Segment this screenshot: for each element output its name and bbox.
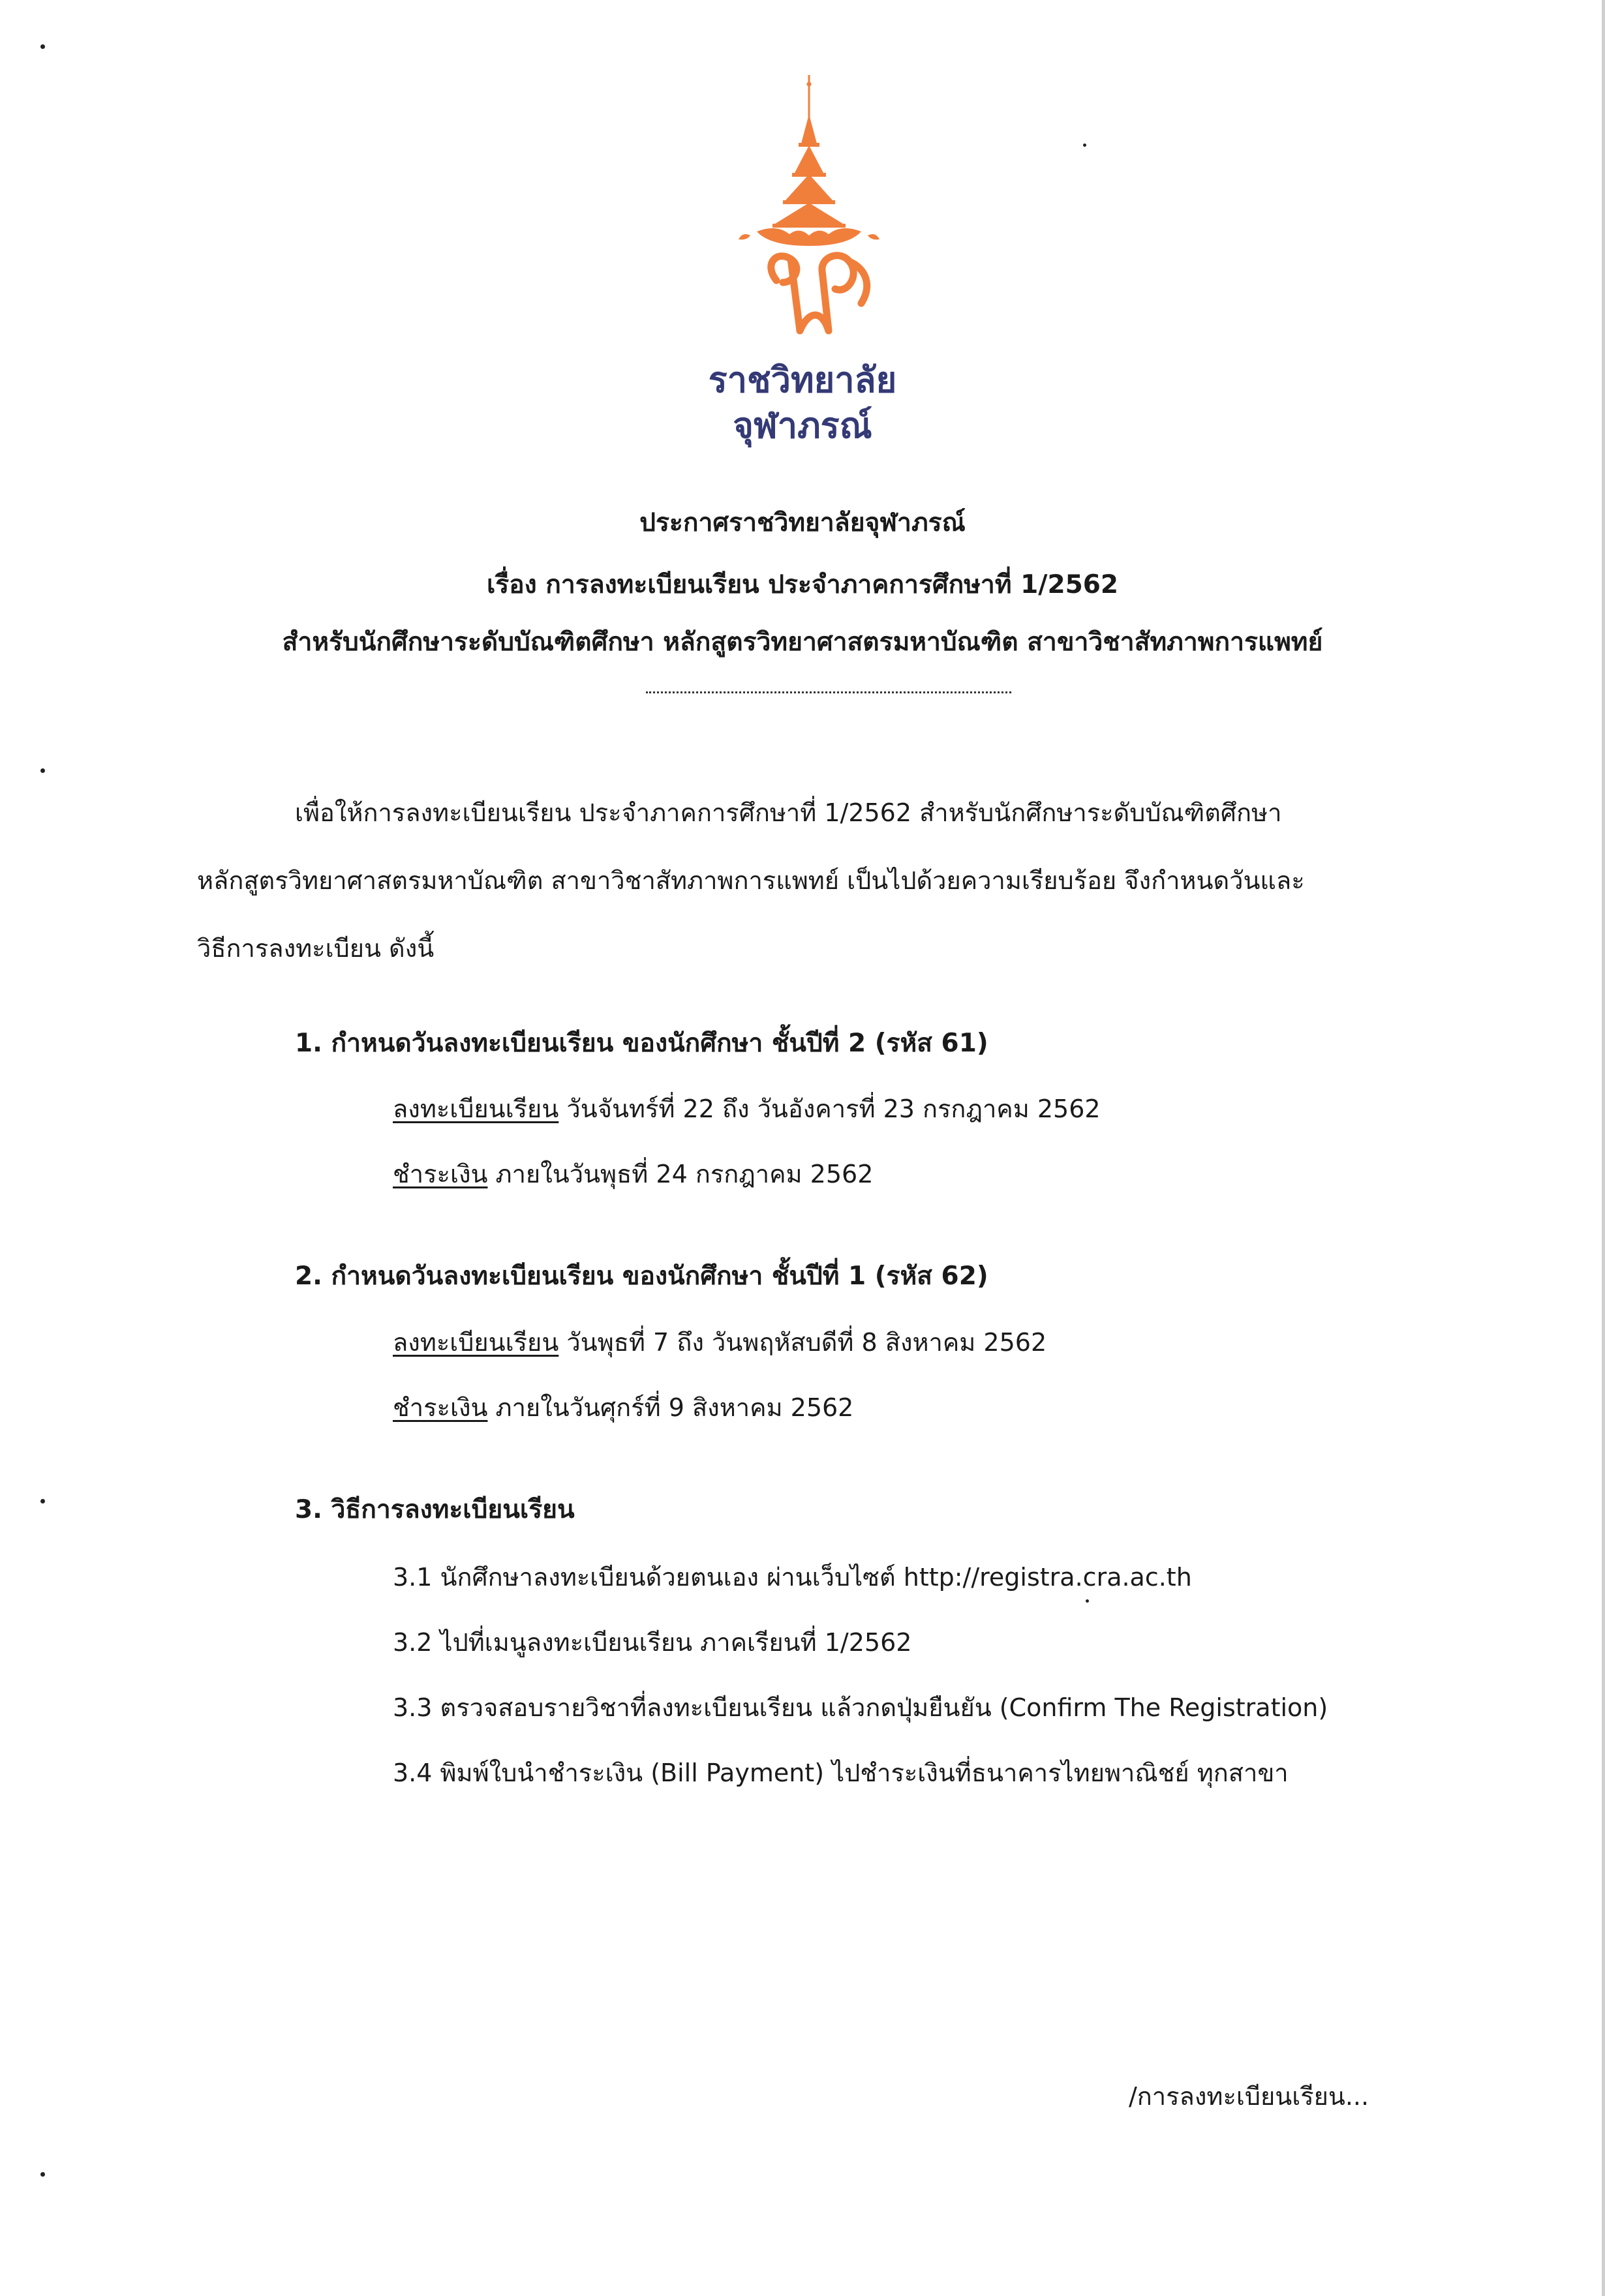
announcement-audience: สำหรับนักศึกษาระดับบัณฑิตศึกษา หลักสูตรวิทยาศาสตรมหาบัณฑิต สาขาวิชาสัทภาพการแพทย์ — [282, 627, 1323, 657]
announcement-subject: เรื่อง การลงทะเบียนเรียน ประจำภาคการศึกษาที่ 1/2562 — [486, 570, 1119, 599]
method-step: 3.4 พิมพ์ใบนำชำระเงิน (Bill Payment) ไปชำระเงินที่ธนาคารไทยพาณิชย์ ทุกสาขา — [393, 1759, 1289, 1787]
registration-date — [393, 1327, 1047, 1358]
chulabhorn-royal-emblem-icon — [737, 75, 881, 342]
payment-text: ภายในวันศุกร์ที่ 9 สิงหาคม 2562 — [487, 1393, 854, 1422]
method-step: 3.2 ไปที่เมนูลงทะเบียนเรียน ภาคเรียนที่ 1/2562 — [393, 1628, 912, 1657]
payment-label: ชำระเงิน — [393, 1160, 488, 1188]
section-title: 2. กำหนดวันลงทะเบียนเรียน ของนักศึกษา ชั้นปีที่ 1 (รหัส 62) — [295, 1261, 988, 1291]
method-step: 3.1 นักศึกษาลงทะเบียนด้วยตนเอง ผ่านเว็บไซต์ http://registra.cra.ac.th — [393, 1563, 1192, 1592]
registration-text: วันจันทร์ที่ 22 ถึง วันอังคารที่ 23 กรกฎาคม 2562 — [558, 1095, 1101, 1123]
crown-icon — [739, 75, 879, 246]
registration-date — [393, 1093, 1101, 1125]
registration-label: ลงทะเบียนเรียน — [393, 1328, 559, 1357]
university-name-line1: ราชวิทยาลัย — [708, 359, 897, 400]
payment-text: ภายในวันพุธที่ 24 กรกฎาคม 2562 — [487, 1160, 874, 1188]
royal-monogram-icon — [771, 256, 867, 331]
university-name-line2: จุฬาภรณ์ — [733, 405, 872, 446]
scan-dot — [1083, 144, 1086, 147]
section-title: 1. กำหนดวันลงทะเบียนเรียน ของนักศึกษา ชั้นปีที่ 2 (รหัส 61) — [295, 1029, 988, 1058]
payment-date — [393, 1392, 853, 1423]
method-step: 3.3 ตรวจสอบรายวิชาที่ลงทะเบียนเรียน แล้วกดปุ่มยืนยัน (Confirm The Registration) — [393, 1693, 1328, 1722]
intro-line: หลักสูตรวิทยาศาสตรมหาบัณฑิต สาขาวิชาสัทภาพการแพทย์ เป็นไปด้วยความเรียบร้อย จึงกำหนดวันและ — [197, 866, 1305, 895]
scan-dot — [40, 1499, 45, 1503]
announcement-title: ประกาศราชวิทยาลัยจุฬาภรณ์ — [639, 508, 966, 537]
intro-line: วิธีการลงทะเบียน ดังนี้ — [197, 934, 435, 963]
registration-label: ลงทะเบียนเรียน — [393, 1095, 559, 1123]
scan-dot — [1086, 1599, 1089, 1603]
scan-dot — [40, 44, 45, 49]
section-title: 3. วิธีการลงทะเบียนเรียน — [295, 1495, 575, 1524]
registration-text: วันพุธที่ 7 ถึง วันพฤหัสบดีที่ 8 สิงหาคม 2562 — [558, 1328, 1047, 1357]
continuation-note: /การลงทะเบียนเรียน... — [1129, 2082, 1369, 2111]
payment-date — [393, 1158, 873, 1190]
intro-line: เพื่อให้การลงทะเบียนเรียน ประจำภาคการศึกษาที่ 1/2562 สำหรับนักศึกษาระดับบัณฑิตศึกษา — [295, 798, 1282, 827]
dotted-divider — [646, 691, 1011, 693]
scan-dot — [40, 2172, 45, 2177]
payment-label: ชำระเงิน — [393, 1393, 488, 1422]
scan-dot — [40, 768, 45, 773]
